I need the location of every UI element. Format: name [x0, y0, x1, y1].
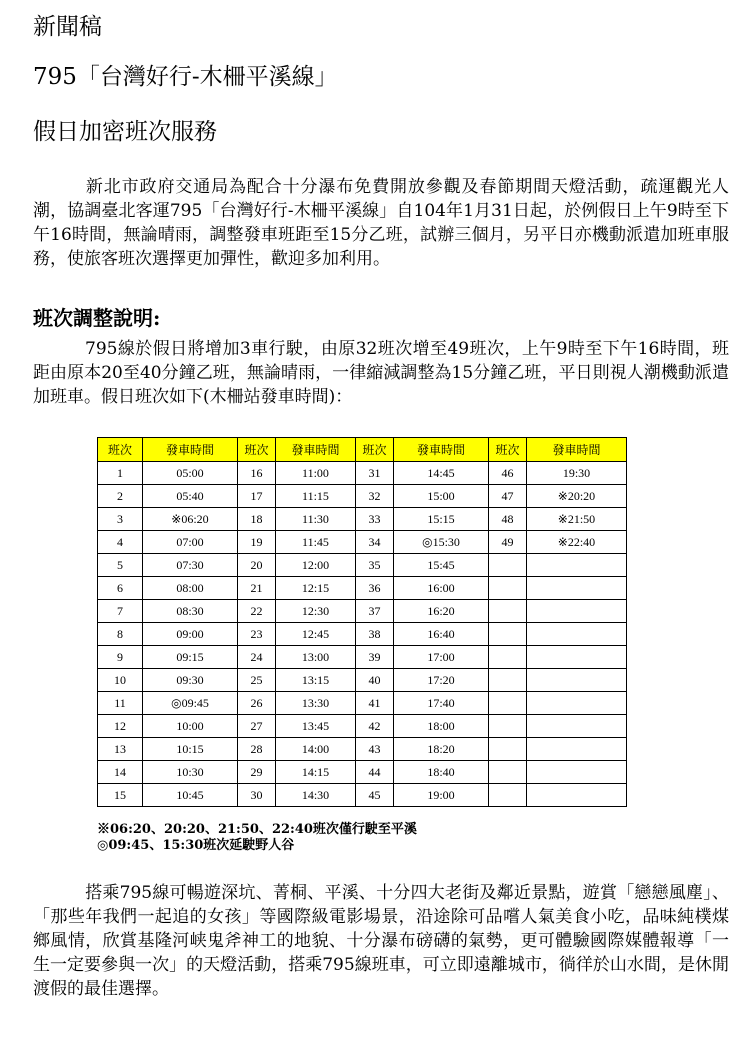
departure-time-cell: 11:45: [276, 531, 356, 554]
closing-paragraph: [33, 881, 729, 1001]
run-number-cell: [489, 738, 527, 761]
run-number-cell: 17: [238, 485, 276, 508]
run-number-cell: 14: [98, 761, 143, 784]
departure-time-cell: 09:30: [143, 669, 238, 692]
departure-time-cell: 09:15: [143, 646, 238, 669]
departure-time-cell: 18:20: [394, 738, 489, 761]
departure-time-cell: [527, 692, 627, 715]
run-number-cell: 2: [98, 485, 143, 508]
departure-time-cell: 15:00: [394, 485, 489, 508]
departure-time-cell: 14:30: [276, 784, 356, 807]
departure-time-cell: 13:00: [276, 646, 356, 669]
departure-time-cell: [527, 761, 627, 784]
departure-time-cell: 12:00: [276, 554, 356, 577]
table-row: [98, 669, 627, 692]
table-row: [98, 738, 627, 761]
table-row: [98, 761, 627, 784]
departure-time-cell: 14:15: [276, 761, 356, 784]
table-row: [98, 531, 627, 554]
section-body-paragraph: [33, 337, 729, 409]
departure-time-cell: 10:45: [143, 784, 238, 807]
run-number-cell: 29: [238, 761, 276, 784]
run-number-cell: 5: [98, 554, 143, 577]
departure-time-cell: 16:00: [394, 577, 489, 600]
run-number-cell: 15: [98, 784, 143, 807]
table-row: [98, 554, 627, 577]
run-number-cell: 32: [356, 485, 394, 508]
departure-time-cell: 05:40: [143, 485, 238, 508]
departure-time-cell: 07:00: [143, 531, 238, 554]
departure-time-cell: 11:15: [276, 485, 356, 508]
departure-time-cell: ※21:50: [527, 508, 627, 531]
departure-time-cell: [527, 623, 627, 646]
run-number-cell: 42: [356, 715, 394, 738]
run-number-cell: 37: [356, 600, 394, 623]
departure-time-cell: 17:40: [394, 692, 489, 715]
run-number-cell: 38: [356, 623, 394, 646]
table-row: [98, 462, 627, 485]
departure-time-cell: 08:30: [143, 600, 238, 623]
run-number-cell: 46: [489, 462, 527, 485]
departure-time-cell: 10:30: [143, 761, 238, 784]
departure-time-cell: [527, 577, 627, 600]
table-row: [98, 577, 627, 600]
run-number-cell: 45: [356, 784, 394, 807]
run-number-cell: 13: [98, 738, 143, 761]
run-number-cell: 8: [98, 623, 143, 646]
run-number-cell: 31: [356, 462, 394, 485]
departure-time-cell: 18:00: [394, 715, 489, 738]
run-number-cell: 3: [98, 508, 143, 531]
run-number-cell: 4: [98, 531, 143, 554]
run-number-cell: 9: [98, 646, 143, 669]
header-departure-time: 發車時間: [527, 438, 627, 462]
run-number-cell: [489, 692, 527, 715]
run-number-cell: [489, 761, 527, 784]
run-number-cell: 22: [238, 600, 276, 623]
departure-time-cell: ※20:20: [527, 485, 627, 508]
run-number-cell: 36: [356, 577, 394, 600]
departure-time-cell: 08:00: [143, 577, 238, 600]
table-row: [98, 784, 627, 807]
closing-text: 搭乘795線可暢遊深坑、菁桐、平溪、十分四大老街及鄰近景點，遊賞「戀戀風塵」、「那些年我們一起追的女孩」等國際級電影場景，沿途除可品嚐人氣美食小吃，品味純樸煤鄉風情，欣賞基隆河峡鬼斧神工的地貌、十分瀑布磅礴的氣勢，更可體驗國際媒體報導「一生一定要參與一次」的天燈活動，搭乘795線班車，可立即遠離城市，徜徉於山水間，是休閒渡假的最佳選擇。: [33, 883, 729, 999]
intro-text: 新北市政府交通局為配合十分瀑布免費開放參觀及春節期間天燈活動，疏運觀光人潮，協調臺北客運795「台灣好行-木柵平溪線」自104年1月31日起，於例假日上午9時至下午16時間，無論晴雨，調整發車班距至15分乙班，試辦三個月，另平日亦機動派遣加班車服務，使旅客班次選擇更加彈性，歡迎多加利用。: [33, 177, 729, 269]
departure-time-cell: 12:30: [276, 600, 356, 623]
departure-time-cell: ◎09:45: [143, 692, 238, 715]
run-number-cell: 12: [98, 715, 143, 738]
run-number-cell: [489, 669, 527, 692]
intro-paragraph: [33, 175, 729, 271]
run-number-cell: 30: [238, 784, 276, 807]
header-departure-time: 發車時間: [394, 438, 489, 462]
header-run-number: 班次: [98, 438, 143, 462]
run-number-cell: 6: [98, 577, 143, 600]
departure-time-cell: 09:00: [143, 623, 238, 646]
departure-time-cell: 14:45: [394, 462, 489, 485]
run-number-cell: 27: [238, 715, 276, 738]
run-number-cell: 24: [238, 646, 276, 669]
schedule-header-row: [98, 438, 627, 462]
departure-time-cell: 12:15: [276, 577, 356, 600]
run-number-cell: 21: [238, 577, 276, 600]
departure-time-cell: 18:40: [394, 761, 489, 784]
departure-time-cell: 07:30: [143, 554, 238, 577]
schedule-notes: [97, 822, 417, 854]
departure-time-cell: [527, 784, 627, 807]
run-number-cell: 28: [238, 738, 276, 761]
departure-time-cell: 14:00: [276, 738, 356, 761]
run-number-cell: 11: [98, 692, 143, 715]
schedule-table: [97, 437, 627, 807]
run-number-cell: [489, 784, 527, 807]
departure-time-cell: 12:45: [276, 623, 356, 646]
departure-time-cell: 13:15: [276, 669, 356, 692]
departure-time-cell: 16:40: [394, 623, 489, 646]
section-body-text: 795線於假日將增加3車行駛，由原32班次增至49班次，上午9時至下午16時間，班距由原本20至40分鐘乙班，無論晴雨，一律縮減調整為15分鐘乙班，平日則視人潮機動派遣加班車。假日班次如下(木柵站發車時間)：: [33, 339, 729, 407]
run-number-cell: 18: [238, 508, 276, 531]
departure-time-cell: [527, 600, 627, 623]
departure-time-cell: 15:15: [394, 508, 489, 531]
departure-time-cell: ※22:40: [527, 531, 627, 554]
run-number-cell: 10: [98, 669, 143, 692]
schedule-body: [98, 462, 627, 807]
run-number-cell: 23: [238, 623, 276, 646]
departure-time-cell: 19:00: [394, 784, 489, 807]
run-number-cell: 16: [238, 462, 276, 485]
run-number-cell: [489, 715, 527, 738]
table-row: [98, 646, 627, 669]
table-row: [98, 485, 627, 508]
run-number-cell: 7: [98, 600, 143, 623]
run-number-cell: [489, 600, 527, 623]
run-number-cell: 49: [489, 531, 527, 554]
departure-time-cell: [527, 554, 627, 577]
departure-time-cell: 13:45: [276, 715, 356, 738]
departure-time-cell: 15:45: [394, 554, 489, 577]
run-number-cell: [489, 577, 527, 600]
run-number-cell: 47: [489, 485, 527, 508]
departure-time-cell: ◎15:30: [394, 531, 489, 554]
departure-time-cell: ※06:20: [143, 508, 238, 531]
departure-time-cell: 13:30: [276, 692, 356, 715]
departure-time-cell: 19:30: [527, 462, 627, 485]
run-number-cell: 41: [356, 692, 394, 715]
header-departure-time: 發車時間: [276, 438, 356, 462]
departure-time-cell: 16:20: [394, 600, 489, 623]
departure-time-cell: 17:20: [394, 669, 489, 692]
run-number-cell: [489, 646, 527, 669]
document-type-heading: 新聞稿: [33, 14, 102, 40]
run-number-cell: [489, 554, 527, 577]
departure-time-cell: [527, 669, 627, 692]
run-number-cell: 34: [356, 531, 394, 554]
run-number-cell: 25: [238, 669, 276, 692]
departure-time-cell: 11:00: [276, 462, 356, 485]
run-number-cell: 35: [356, 554, 394, 577]
table-row: [98, 508, 627, 531]
run-number-cell: 19: [238, 531, 276, 554]
run-number-cell: 26: [238, 692, 276, 715]
run-number-cell: 1: [98, 462, 143, 485]
note-yerengu-extension: ◎09:45、15:30班次延駛野人谷: [97, 838, 295, 853]
section-title: 班次調整說明:: [33, 306, 161, 330]
departure-time-cell: 10:15: [143, 738, 238, 761]
departure-time-cell: [527, 738, 627, 761]
run-number-cell: 20: [238, 554, 276, 577]
run-number-cell: 39: [356, 646, 394, 669]
departure-time-cell: 10:00: [143, 715, 238, 738]
departure-time-cell: 11:30: [276, 508, 356, 531]
run-number-cell: 48: [489, 508, 527, 531]
table-row: [98, 715, 627, 738]
run-number-cell: 33: [356, 508, 394, 531]
service-subtitle-heading: 假日加密班次服務: [33, 119, 217, 145]
departure-time-cell: [527, 646, 627, 669]
note-pingxi-only: ※06:20、20:20、21:50、22:40班次僅行駛至平溪: [97, 822, 417, 837]
header-run-number: 班次: [356, 438, 394, 462]
route-title-heading: 795「台灣好行-木柵平溪線」: [33, 64, 338, 90]
departure-time-cell: [527, 715, 627, 738]
run-number-cell: 44: [356, 761, 394, 784]
header-run-number: 班次: [489, 438, 527, 462]
run-number-cell: 43: [356, 738, 394, 761]
header-run-number: 班次: [238, 438, 276, 462]
run-number-cell: [489, 623, 527, 646]
table-row: [98, 600, 627, 623]
header-departure-time: 發車時間: [143, 438, 238, 462]
departure-time-cell: 05:00: [143, 462, 238, 485]
table-row: [98, 623, 627, 646]
run-number-cell: 40: [356, 669, 394, 692]
departure-time-cell: 17:00: [394, 646, 489, 669]
table-row: [98, 692, 627, 715]
